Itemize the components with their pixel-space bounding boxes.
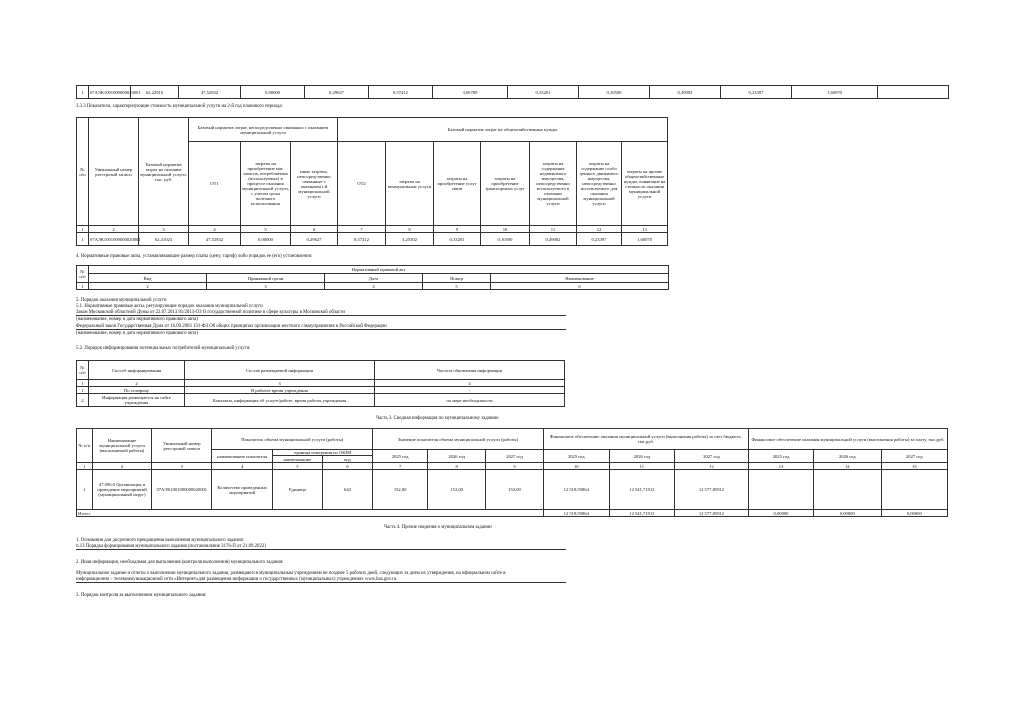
cell: 0,23397 [721, 86, 792, 99]
cell: 07АЭК1001000000020001 [89, 233, 139, 246]
col-group-direct: Базовый норматив затрат, непосредственно связанных с оказанием муниципальной услуги [189, 118, 338, 142]
cell: 2 [89, 226, 139, 233]
cell: 1 [77, 226, 89, 233]
col-name: Наименование муниципальной услуги (выполняемой работы) [92, 429, 152, 463]
cell: 0,29627 [291, 233, 338, 246]
cell: 4 [325, 283, 423, 290]
cell: 13 [749, 463, 814, 470]
cell: 12 [674, 463, 748, 470]
section-5-line1: 5. Порядок оказания муниципальной услуги [76, 298, 167, 303]
cell: 8 [386, 226, 434, 233]
cell: 15 [881, 463, 947, 470]
col-year: 2027 год [486, 450, 543, 463]
cell: 47.096.0 Организация и проведение мероприятий (муниципальный округ) [92, 470, 152, 510]
cell: 07АЭК1001000000020001 [89, 86, 131, 99]
cell: 2 [89, 283, 207, 290]
cell: по мере необходимости [375, 394, 565, 407]
col-ed-code: код [322, 456, 373, 463]
col-base: Базовый норматив затрат на оказание муниципальной услуги, тыс. руб. [139, 118, 189, 226]
table-row [77, 387, 565, 394]
part-4-title: Часть 4. Прочие сведения о муниципальном задании [384, 525, 492, 530]
cell: 12 518,95864 [543, 510, 609, 517]
cell: 152,00 [427, 470, 485, 510]
col-year: 2026 год [814, 450, 882, 463]
col-chast: Частота обновления информации [375, 361, 565, 380]
table-row [77, 470, 948, 510]
col-ed: единица измерения по ОКЕИ [273, 450, 373, 456]
cell: Количество проведенных мероприятий [212, 470, 273, 510]
legal-acts-table [76, 265, 669, 290]
cell: 10 [481, 226, 530, 233]
part-4-line6: 3. Порядок контроля за выполнением муниципального задания: [76, 593, 207, 598]
cell: 8,57412 [369, 86, 433, 99]
col-group-act: Нормативный правовой акт [89, 266, 669, 274]
cell: 0,49002 [530, 233, 577, 246]
table-index-row [77, 380, 565, 387]
cell: 11 [530, 226, 577, 233]
col-mat: затраты на приобретение мат. запасов, потребляемых (используемых) в процессе оказания муниципальной услуги, с учетом срока полезного использования [241, 142, 291, 226]
col-year: 2025 год [749, 450, 814, 463]
cell: Информация размещается на сайте учреждения [89, 394, 185, 407]
col-ot2: ОТ2 [338, 142, 386, 226]
cell: 47,52832 [179, 86, 241, 99]
cell: 12 577,85912 [674, 470, 748, 510]
col-other: иные затраты, непосредственно связанные с оказанием i-й муниципальной услуги [291, 142, 338, 226]
cell: 12 518,95864 [543, 470, 609, 510]
cell: 62,22910 [131, 86, 179, 99]
cell: 0,00000 [241, 86, 305, 99]
section-5-law1-caption: (наименование, номер и дата нормативного правового акта) [76, 317, 199, 322]
col-date: Дата [325, 274, 423, 283]
col-year: 2025 год [543, 450, 609, 463]
total-label: Итого: [77, 510, 544, 517]
table-index-row [77, 283, 669, 290]
table-row [77, 394, 565, 407]
col-vid: Вид [89, 274, 207, 283]
informing-table [76, 360, 565, 407]
col-year: 2027 год [881, 450, 947, 463]
cell-empty [878, 86, 949, 99]
cell: 5 [241, 226, 291, 233]
cell: 2 [77, 394, 89, 407]
cell [881, 470, 947, 510]
cell: 7 [338, 226, 386, 233]
col-year: 2026 год [427, 450, 485, 463]
col-group-fin-budget: Финансовое обеспечение оказания муниципальной услуги (выполнения работы) за счет бюджета, тыс.руб. [543, 429, 748, 450]
section-5-line2: 5.1. Нормативные правовые акты, регулирующие порядок оказания муниципальной услуги [76, 304, 263, 309]
cost-indicators-table [76, 117, 668, 246]
cell: 13 [622, 226, 668, 233]
cell: 0,00000 [881, 510, 947, 517]
cell: 1 [77, 283, 89, 290]
cell: 1 [77, 86, 89, 99]
cell: 6 [491, 283, 669, 290]
cell: 8,57412 [338, 233, 386, 246]
col-svyaz: затраты на приобретение услуг связи [434, 142, 481, 226]
cell: Единица [273, 470, 322, 510]
cell: 1,60070 [792, 86, 878, 99]
table-index-row [77, 226, 668, 233]
col-num: № п/п [77, 118, 89, 226]
cell: 4 [189, 226, 241, 233]
table-row [77, 86, 949, 99]
cell: 9 [486, 463, 543, 470]
col-sostav: Состав размещаемой информации [185, 361, 375, 380]
cell: 0,10500 [579, 86, 650, 99]
cell [814, 470, 882, 510]
cell: 4 [375, 380, 565, 387]
col-osobo: затраты на содержание особо ценного движимого имущества, непосредственно используемого для оказания муниципальной услуги [577, 142, 622, 226]
table-index-row [77, 463, 948, 470]
cell: 47,52832 [189, 233, 241, 246]
col-nomer: Номер [423, 274, 491, 283]
section-5-law2-caption: (наименование, номер и дата нормативного правового акта) [76, 331, 199, 336]
col-ot1: ОТ1 [189, 142, 241, 226]
cell: 14 [814, 463, 882, 470]
cell: 1 [77, 380, 89, 387]
cell: 9 [434, 226, 481, 233]
cell: 7 [373, 463, 428, 470]
section-4-title: 4. Нормативные правовые акты, устанавливающие размер платы (цену, тариф) либо порядок ее (его) установления: [76, 254, 313, 259]
col-reg: Уникальный номер реестровой записи [152, 429, 212, 463]
col-comm: затраты на коммунальные услуги [386, 142, 434, 226]
col-trans: затраты на приобретение транспортных услуг [481, 142, 530, 226]
col-reg: Уникальный номер реестровой записи [89, 118, 139, 226]
col-year: 2025 год [373, 450, 428, 463]
part-4-line2: п.13 Порядка формирования муниципального задания (постановление 3176-П от 21.09.2022) [76, 544, 566, 550]
col-year: 2027 год [674, 450, 748, 463]
cell: По телефону [89, 387, 185, 394]
cell: 0,23397 [577, 233, 622, 246]
top-carryover-table [76, 85, 949, 99]
cell: 1 [77, 470, 93, 510]
cell: 0,29627 [305, 86, 369, 99]
cell: 6 [291, 226, 338, 233]
cell: 62,41023 [139, 233, 189, 246]
summary-table [76, 428, 948, 517]
table-header-row [77, 429, 948, 450]
cell: 0,49002 [650, 86, 721, 99]
col-group-volume: Показатель объема муниципальной услуги (работы) [212, 429, 373, 450]
col-name: Наименование [491, 274, 669, 283]
part-3-title: Часть 3. Сводная информация по муниципальному заданию [376, 416, 499, 421]
cell: 642 [322, 470, 373, 510]
section-5-law2: Федеральный закон Государственная Дума от 16.09.2003 131-ФЗ Об общих принципах организации местного самоуправления в Российской Федерации [76, 324, 566, 330]
col-group-fin-paid: Финансовое обеспечение оказания муниципальной услуги (выполнения работы) за плату, тыс.руб. [749, 429, 948, 450]
cell: 152,00 [373, 470, 428, 510]
cell: Контакты, информация об услуге/работе, время работы учреждения [185, 394, 375, 407]
cell: 1,60070 [622, 233, 668, 246]
col-group-value: Значение показателя объема муниципальной услуги (работы) [373, 429, 543, 450]
part-4-line3: 2. Иная информация, необходимая для выполнения (контроля выполнения) муниципального задания: [76, 560, 284, 565]
part-4-line1: 1. Основания для досрочного прекращения выполнения муниципального задания: [76, 538, 245, 543]
cell: 0,00000 [241, 233, 291, 246]
cell: 0,33201 [508, 86, 579, 99]
cell: 12 541,71912 [609, 470, 674, 510]
table-header-row [77, 118, 668, 142]
cell: В рабочее время учреждения [185, 387, 375, 394]
cell: 3,25502 [386, 233, 434, 246]
cell: 2 [92, 463, 152, 470]
cell: 3 [152, 463, 212, 470]
part-4-line5: информационно – телекоммуникационной сети «Интернет»для размещения информации о государственных (муниципальных) учреждениях www.bus.gov.ru. [76, 577, 566, 583]
col-group-general: Базовый норматив затрат на общехозяйственные нужды [338, 118, 668, 142]
cell: 11 [609, 463, 674, 470]
cell: 0,33201 [434, 233, 481, 246]
cell [749, 470, 814, 510]
cell: 5 [273, 463, 322, 470]
cell: 10 [543, 463, 609, 470]
cell: 3 [207, 283, 325, 290]
col-nedv: затраты на содержание недвижимого имущества, непосредственно используемого в оказании муниципальной услуги [530, 142, 577, 226]
cell: 152,00 [486, 470, 543, 510]
cell: 6 [322, 463, 373, 470]
table-total-row [77, 510, 948, 517]
col-pokaz: наименование показателя [212, 450, 273, 463]
table-header-row [77, 266, 669, 274]
cell: 4 [212, 463, 273, 470]
cell: 07АЭК1001000000020001 [152, 470, 212, 510]
cell: - [375, 387, 565, 394]
cell: 3 [185, 380, 375, 387]
section-5-law1: Закон Московской областной Думы от 22.07.2013 81/2013-ОЗ О государственной политике в сфере культуры в Московской области [76, 310, 566, 316]
cell: 12 541,71912 [609, 510, 674, 517]
col-sposob: Способ информирования [89, 361, 185, 380]
cell: 0,00000 [749, 510, 814, 517]
cell: 8 [427, 463, 485, 470]
cell: 3,06789 [433, 86, 508, 99]
part-4-line4: Муниципальное задание и отчеты о выполнении муниципального задания, размещаются муниципальным учреждением не позднее 5 рабочих дней, следующих за днем их утверждения, на официальном сайте в [76, 571, 506, 576]
cell: 12 [577, 226, 622, 233]
col-num: № п/п [77, 361, 89, 380]
cell: 1 [77, 387, 89, 394]
cell: 2 [89, 380, 185, 387]
cell: 1 [77, 233, 89, 246]
col-num: № п/п [77, 266, 89, 283]
col-num: № п/п [77, 429, 93, 463]
cell: 0,00000 [814, 510, 882, 517]
section-52-title: 5.2. Порядок информирования потенциальных потребителей муниципальной услуги: [76, 346, 251, 351]
cell: 3 [139, 226, 189, 233]
col-prochie: затраты на прочие общехозяйственные нужды, влияющие на стоимость оказания муниципальной услуги [622, 142, 668, 226]
col-ed-name: наименование [273, 456, 322, 463]
cell: 12 577,85912 [674, 510, 748, 517]
table-row [77, 233, 668, 246]
col-org: Принявший орган [207, 274, 325, 283]
table-header-row [77, 361, 565, 380]
section-333-title: 3.3.3 Показатели, характеризующие стоимость муниципальной услуги на 2-й год планового периода: [76, 104, 283, 109]
cell: 5 [423, 283, 491, 290]
cell: 0,10500 [481, 233, 530, 246]
cell: 1 [77, 463, 93, 470]
table-header-row [77, 274, 669, 283]
col-year: 2026 год [609, 450, 674, 463]
